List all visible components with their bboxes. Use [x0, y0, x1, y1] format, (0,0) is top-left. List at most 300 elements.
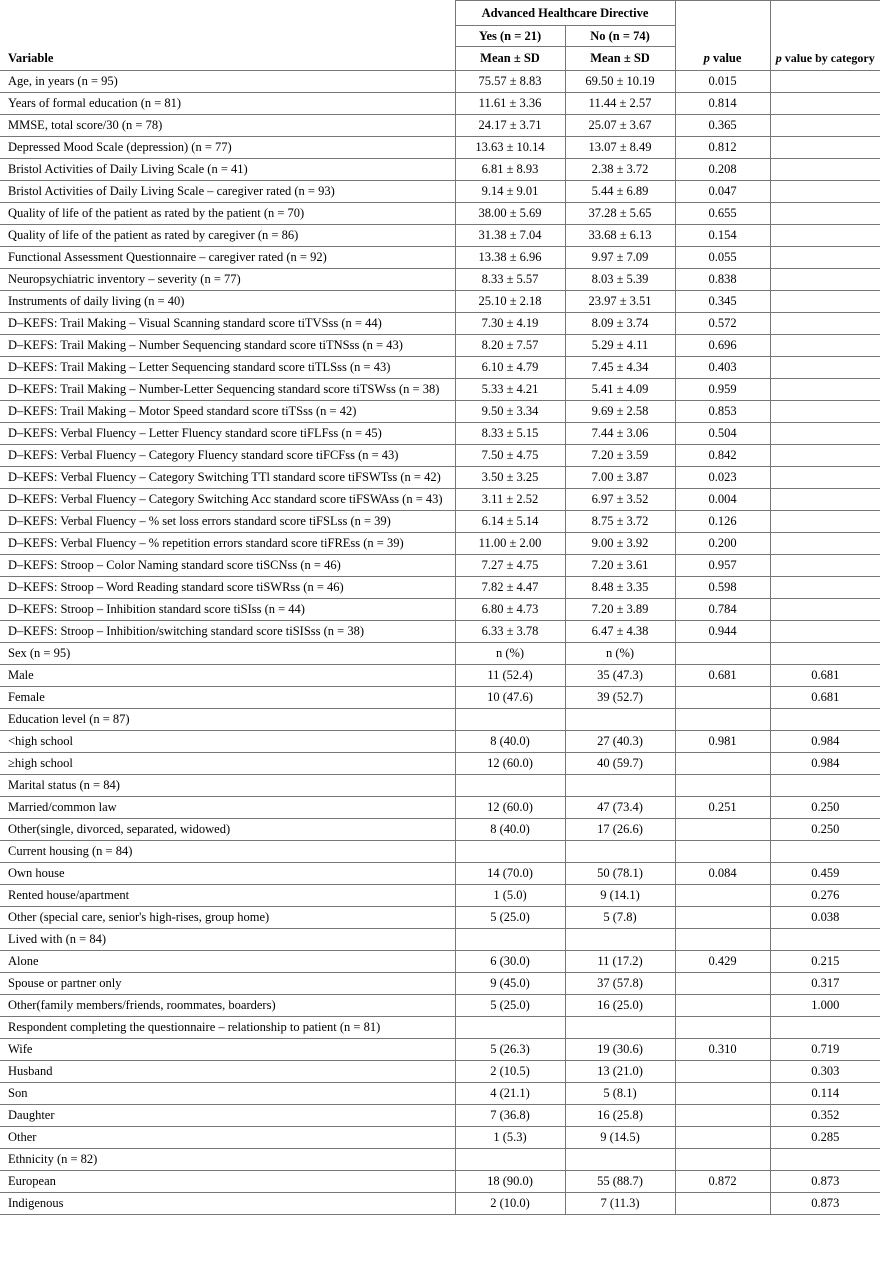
cell-variable: European: [0, 1171, 455, 1193]
cell-no: 7.20 ± 3.89: [565, 599, 675, 621]
cell-p_cat: 0.250: [770, 797, 880, 819]
cell-variable: Bristol Activities of Daily Living Scale – caregiver rated (n = 93): [0, 181, 455, 203]
table-row: [0, 401, 880, 423]
table-row: [0, 533, 880, 555]
cell-no: 8.48 ± 3.35: [565, 577, 675, 599]
table-row: [0, 1193, 880, 1215]
cell-variable: Marital status (n = 84): [0, 775, 455, 797]
cell-p: 0.310: [675, 1039, 770, 1061]
cell-variable: D–KEFS: Trail Making – Letter Sequencing standard score tiTLSss (n = 43): [0, 357, 455, 379]
cell-yes: 6.10 ± 4.79: [455, 357, 565, 379]
cell-p_cat: 0.250: [770, 819, 880, 841]
cell-p: 0.842: [675, 445, 770, 467]
cell-p_cat: [770, 577, 880, 599]
column-subheader-mean-sd-yes: Mean ± SD: [455, 47, 565, 71]
cell-yes: n (%): [455, 643, 565, 665]
cell-no: 7.45 ± 4.34: [565, 357, 675, 379]
cell-variable: D–KEFS: Trail Making – Visual Scanning standard score tiTVSss (n = 44): [0, 313, 455, 335]
cell-no: 8.75 ± 3.72: [565, 511, 675, 533]
cell-yes: 5 (25.0): [455, 907, 565, 929]
cell-variable: D–KEFS: Verbal Fluency – Letter Fluency standard score tiFLFss (n = 45): [0, 423, 455, 445]
table-row: [0, 1017, 880, 1039]
table-row: [0, 357, 880, 379]
cell-p: [675, 775, 770, 797]
table-row: [0, 1061, 880, 1083]
cell-yes: 9.50 ± 3.34: [455, 401, 565, 423]
table-row: [0, 973, 880, 995]
table-row: [0, 731, 880, 753]
cell-variable: D–KEFS: Stroop – Word Reading standard score tiSWRss (n = 46): [0, 577, 455, 599]
cell-no: 2.38 ± 3.72: [565, 159, 675, 181]
cell-yes: [455, 775, 565, 797]
cell-p: 0.957: [675, 555, 770, 577]
table-row: [0, 225, 880, 247]
table-row: [0, 709, 880, 731]
table-row: [0, 313, 880, 335]
cell-p_cat: [770, 203, 880, 225]
table-row: [0, 1039, 880, 1061]
cell-p_cat: [770, 71, 880, 93]
cell-p_cat: 0.873: [770, 1193, 880, 1215]
cell-p: [675, 687, 770, 709]
cell-no: 16 (25.8): [565, 1105, 675, 1127]
table-row: [0, 555, 880, 577]
cell-p: 0.696: [675, 335, 770, 357]
cell-p: 0.572: [675, 313, 770, 335]
cell-p: 0.944: [675, 621, 770, 643]
cell-variable: Depressed Mood Scale (depression) (n = 77): [0, 137, 455, 159]
p-symbol: p: [775, 51, 782, 65]
cell-yes: 6.14 ± 5.14: [455, 511, 565, 533]
cell-variable: Age, in years (n = 95): [0, 71, 455, 93]
cell-yes: 7.82 ± 4.47: [455, 577, 565, 599]
cell-yes: 7.50 ± 4.75: [455, 445, 565, 467]
cell-yes: [455, 1149, 565, 1171]
table-body: [0, 71, 880, 1215]
cell-no: 5.41 ± 4.09: [565, 379, 675, 401]
cell-p: [675, 1193, 770, 1215]
cell-no: 13.07 ± 8.49: [565, 137, 675, 159]
cell-variable: Sex (n = 95): [0, 643, 455, 665]
cell-p_cat: 0.303: [770, 1061, 880, 1083]
column-header-variable: Variable: [0, 1, 455, 71]
cell-variable: Other (special care, senior's high-rises, group home): [0, 907, 455, 929]
table-row: [0, 181, 880, 203]
cell-p: 0.055: [675, 247, 770, 269]
cell-variable: D–KEFS: Stroop – Inhibition/switching standard score tiSISss (n = 38): [0, 621, 455, 643]
cell-variable: Male: [0, 665, 455, 687]
cell-p_cat: 0.114: [770, 1083, 880, 1105]
cell-p: [675, 709, 770, 731]
table-row: [0, 203, 880, 225]
cell-p: 0.504: [675, 423, 770, 445]
cell-p_cat: 0.984: [770, 731, 880, 753]
cell-no: 27 (40.3): [565, 731, 675, 753]
cell-p_cat: 1.000: [770, 995, 880, 1017]
cell-variable: Female: [0, 687, 455, 709]
cell-p: [675, 1017, 770, 1039]
cell-no: 9.69 ± 2.58: [565, 401, 675, 423]
cell-p_cat: 0.681: [770, 665, 880, 687]
table-row: [0, 885, 880, 907]
table-row: [0, 1127, 880, 1149]
cell-p_cat: [770, 445, 880, 467]
cell-p_cat: [770, 357, 880, 379]
cell-variable: Spouse or partner only: [0, 973, 455, 995]
table-row: [0, 467, 880, 489]
cell-yes: 3.50 ± 3.25: [455, 467, 565, 489]
column-header-no: No (n = 74): [565, 26, 675, 47]
cell-no: 16 (25.0): [565, 995, 675, 1017]
cell-p_cat: 0.459: [770, 863, 880, 885]
cell-p: 0.251: [675, 797, 770, 819]
cell-variable: Married/common law: [0, 797, 455, 819]
cell-yes: 4 (21.1): [455, 1083, 565, 1105]
cell-yes: 6.81 ± 8.93: [455, 159, 565, 181]
cell-p_cat: 0.352: [770, 1105, 880, 1127]
column-header-p-value: [675, 1, 770, 71]
cell-yes: 18 (90.0): [455, 1171, 565, 1193]
cell-yes: 6.80 ± 4.73: [455, 599, 565, 621]
cell-yes: 12 (60.0): [455, 753, 565, 775]
cell-variable: D–KEFS: Stroop – Inhibition standard score tiSIss (n = 44): [0, 599, 455, 621]
table-row: [0, 489, 880, 511]
cell-p: 0.655: [675, 203, 770, 225]
cell-yes: 1 (5.0): [455, 885, 565, 907]
cell-p: [675, 885, 770, 907]
cell-variable: Daughter: [0, 1105, 455, 1127]
cell-p: 0.872: [675, 1171, 770, 1193]
cell-p_cat: [770, 423, 880, 445]
cell-yes: 1 (5.3): [455, 1127, 565, 1149]
cell-p: 0.598: [675, 577, 770, 599]
cell-yes: 9 (45.0): [455, 973, 565, 995]
cell-yes: 8 (40.0): [455, 819, 565, 841]
cell-p: [675, 819, 770, 841]
table-row: [0, 577, 880, 599]
cell-no: 47 (73.4): [565, 797, 675, 819]
cell-p_cat: [770, 489, 880, 511]
cell-yes: 25.10 ± 2.18: [455, 291, 565, 313]
cell-yes: 6.33 ± 3.78: [455, 621, 565, 643]
cell-no: 25.07 ± 3.67: [565, 115, 675, 137]
cell-p_cat: 0.873: [770, 1171, 880, 1193]
cell-variable: D–KEFS: Verbal Fluency – % repetition errors standard score tiFREss (n = 39): [0, 533, 455, 555]
cell-variable: Years of formal education (n = 81): [0, 93, 455, 115]
cell-variable: Instruments of daily living (n = 40): [0, 291, 455, 313]
cell-p_cat: [770, 555, 880, 577]
cell-yes: 8.20 ± 7.57: [455, 335, 565, 357]
p-symbol: p: [703, 51, 710, 65]
cell-yes: 10 (47.6): [455, 687, 565, 709]
table-row: [0, 1149, 880, 1171]
p-value-label: value: [709, 51, 742, 65]
cell-variable: Other: [0, 1127, 455, 1149]
cell-p: 0.959: [675, 379, 770, 401]
cell-no: 39 (52.7): [565, 687, 675, 709]
cell-p: 0.023: [675, 467, 770, 489]
table-row: [0, 775, 880, 797]
cell-variable: Ethnicity (n = 82): [0, 1149, 455, 1171]
cell-no: 9 (14.5): [565, 1127, 675, 1149]
cell-p_cat: [770, 775, 880, 797]
cell-no: 11.44 ± 2.57: [565, 93, 675, 115]
cell-p: [675, 929, 770, 951]
cell-variable: Education level (n = 87): [0, 709, 455, 731]
cell-variable: D–KEFS: Verbal Fluency – % set loss errors standard score tiFSLss (n = 39): [0, 511, 455, 533]
cell-p_cat: 0.681: [770, 687, 880, 709]
cell-yes: 3.11 ± 2.52: [455, 489, 565, 511]
cell-yes: 8.33 ± 5.57: [455, 269, 565, 291]
cell-variable: D–KEFS: Stroop – Color Naming standard score tiSCNss (n = 46): [0, 555, 455, 577]
table-row: [0, 93, 880, 115]
cell-p_cat: [770, 599, 880, 621]
cell-p_cat: 0.038: [770, 907, 880, 929]
cell-yes: 11 (52.4): [455, 665, 565, 687]
table-row: [0, 687, 880, 709]
cell-yes: 2 (10.0): [455, 1193, 565, 1215]
cell-p_cat: 0.276: [770, 885, 880, 907]
cell-no: 5 (8.1): [565, 1083, 675, 1105]
cell-variable: Alone: [0, 951, 455, 973]
cell-variable: D–KEFS: Trail Making – Number-Letter Sequencing standard score tiTSWss (n = 38): [0, 379, 455, 401]
table-row: [0, 951, 880, 973]
cell-variable: <high school: [0, 731, 455, 753]
table-row: [0, 423, 880, 445]
table-row: [0, 445, 880, 467]
table-row: [0, 995, 880, 1017]
cell-variable: Wife: [0, 1039, 455, 1061]
table-row: [0, 247, 880, 269]
cell-p_cat: [770, 511, 880, 533]
cell-p: [675, 1083, 770, 1105]
cell-p: 0.814: [675, 93, 770, 115]
cell-p: [675, 753, 770, 775]
cell-yes: 31.38 ± 7.04: [455, 225, 565, 247]
cell-yes: 11.00 ± 2.00: [455, 533, 565, 555]
cell-yes: 8 (40.0): [455, 731, 565, 753]
cell-p_cat: 0.285: [770, 1127, 880, 1149]
cell-p_cat: [770, 247, 880, 269]
cell-variable: D–KEFS: Verbal Fluency – Category Fluency standard score tiFCFss (n = 43): [0, 445, 455, 467]
cell-no: 13 (21.0): [565, 1061, 675, 1083]
cell-p: [675, 643, 770, 665]
cell-no: 37.28 ± 5.65: [565, 203, 675, 225]
cell-p_cat: [770, 929, 880, 951]
cell-variable: D–KEFS: Verbal Fluency – Category Switching TTl standard score tiFSWTss (n = 42): [0, 467, 455, 489]
cell-no: 17 (26.6): [565, 819, 675, 841]
cell-variable: Son: [0, 1083, 455, 1105]
cell-p: 0.345: [675, 291, 770, 313]
table-row: [0, 1083, 880, 1105]
cell-p: [675, 1061, 770, 1083]
cell-yes: [455, 1017, 565, 1039]
cell-yes: 5.33 ± 4.21: [455, 379, 565, 401]
cell-yes: 13.38 ± 6.96: [455, 247, 565, 269]
cell-p: 0.200: [675, 533, 770, 555]
table-row: [0, 115, 880, 137]
cell-yes: 2 (10.5): [455, 1061, 565, 1083]
cell-yes: 7 (36.8): [455, 1105, 565, 1127]
cell-no: 5.44 ± 6.89: [565, 181, 675, 203]
cell-variable: Bristol Activities of Daily Living Scale (n = 41): [0, 159, 455, 181]
cell-yes: 7.30 ± 4.19: [455, 313, 565, 335]
cell-p: 0.429: [675, 951, 770, 973]
cell-no: 8.03 ± 5.39: [565, 269, 675, 291]
cell-p_cat: [770, 313, 880, 335]
cell-yes: 13.63 ± 10.14: [455, 137, 565, 159]
cell-p: 0.126: [675, 511, 770, 533]
column-header-p-value-by-category: [770, 1, 880, 71]
cell-variable: MMSE, total score/30 (n = 78): [0, 115, 455, 137]
cell-yes: 11.61 ± 3.36: [455, 93, 565, 115]
cell-p_cat: [770, 115, 880, 137]
cell-no: 7.00 ± 3.87: [565, 467, 675, 489]
cell-p_cat: 0.317: [770, 973, 880, 995]
cell-no: 7.44 ± 3.06: [565, 423, 675, 445]
cell-p_cat: [770, 533, 880, 555]
cell-p: 0.403: [675, 357, 770, 379]
cell-yes: [455, 841, 565, 863]
cell-p_cat: [770, 1017, 880, 1039]
cell-variable: Respondent completing the questionnaire – relationship to patient (n = 81): [0, 1017, 455, 1039]
cell-p_cat: 0.215: [770, 951, 880, 973]
cell-no: 50 (78.1): [565, 863, 675, 885]
cell-no: 7.20 ± 3.59: [565, 445, 675, 467]
cell-p: 0.838: [675, 269, 770, 291]
cell-p: 0.365: [675, 115, 770, 137]
table-row: [0, 1171, 880, 1193]
cell-p: [675, 1127, 770, 1149]
cell-no: [565, 1017, 675, 1039]
cell-variable: Quality of life of the patient as rated by the patient (n = 70): [0, 203, 455, 225]
cell-yes: 5 (25.0): [455, 995, 565, 1017]
cell-variable: ≥high school: [0, 753, 455, 775]
cell-variable: Indigenous: [0, 1193, 455, 1215]
table-row: [0, 137, 880, 159]
cell-p_cat: [770, 1149, 880, 1171]
cell-yes: [455, 929, 565, 951]
table-row: [0, 379, 880, 401]
cell-variable: Other(single, divorced, separated, widowed): [0, 819, 455, 841]
cell-no: 69.50 ± 10.19: [565, 71, 675, 93]
cell-no: 6.97 ± 3.52: [565, 489, 675, 511]
cell-p_cat: [770, 709, 880, 731]
cell-no: 40 (59.7): [565, 753, 675, 775]
cell-p_cat: [770, 269, 880, 291]
cell-no: 9 (14.1): [565, 885, 675, 907]
cell-no: 6.47 ± 4.38: [565, 621, 675, 643]
cell-no: 5.29 ± 4.11: [565, 335, 675, 357]
cell-p_cat: 0.984: [770, 753, 880, 775]
cell-variable: Own house: [0, 863, 455, 885]
table-row: [0, 907, 880, 929]
cell-yes: 7.27 ± 4.75: [455, 555, 565, 577]
table-row: [0, 599, 880, 621]
table-row: [0, 665, 880, 687]
cell-variable: Current housing (n = 84): [0, 841, 455, 863]
cell-no: [565, 1149, 675, 1171]
cell-no: 11 (17.2): [565, 951, 675, 973]
cell-variable: Rented house/apartment: [0, 885, 455, 907]
cell-p: 0.004: [675, 489, 770, 511]
cell-p: 0.681: [675, 665, 770, 687]
table-row: [0, 841, 880, 863]
cell-no: 7.20 ± 3.61: [565, 555, 675, 577]
table-row: [0, 819, 880, 841]
header-row-group: [0, 1, 880, 26]
cell-no: 9.97 ± 7.09: [565, 247, 675, 269]
cell-no: 8.09 ± 3.74: [565, 313, 675, 335]
cell-p_cat: [770, 225, 880, 247]
cell-p_cat: [770, 841, 880, 863]
cell-p: 0.853: [675, 401, 770, 423]
cell-p: 0.047: [675, 181, 770, 203]
p-value-by-category-label: value by category: [781, 51, 875, 65]
column-subheader-mean-sd-no: Mean ± SD: [565, 47, 675, 71]
table-row: [0, 269, 880, 291]
cell-p: 0.084: [675, 863, 770, 885]
cell-yes: 38.00 ± 5.69: [455, 203, 565, 225]
cell-variable: D–KEFS: Trail Making – Number Sequencing standard score tiTNSss (n = 43): [0, 335, 455, 357]
cell-p_cat: 0.719: [770, 1039, 880, 1061]
cell-yes: 5 (26.3): [455, 1039, 565, 1061]
cell-no: 7 (11.3): [565, 1193, 675, 1215]
cell-p_cat: [770, 93, 880, 115]
cell-no: 55 (88.7): [565, 1171, 675, 1193]
table-row: [0, 159, 880, 181]
column-header-yes: Yes (n = 21): [455, 26, 565, 47]
cell-p: [675, 907, 770, 929]
table-row: [0, 1105, 880, 1127]
cell-p: [675, 841, 770, 863]
cell-variable: Other(family members/friends, roommates, boarders): [0, 995, 455, 1017]
cell-p_cat: [770, 643, 880, 665]
cell-p: 0.154: [675, 225, 770, 247]
cell-no: 19 (30.6): [565, 1039, 675, 1061]
table-row: [0, 929, 880, 951]
cell-p_cat: [770, 379, 880, 401]
cell-p: 0.812: [675, 137, 770, 159]
cell-variable: Quality of life of the patient as rated by caregiver (n = 86): [0, 225, 455, 247]
table-row: [0, 797, 880, 819]
cell-no: [565, 929, 675, 951]
cell-no: [565, 841, 675, 863]
cell-p_cat: [770, 291, 880, 313]
cell-yes: 75.57 ± 8.83: [455, 71, 565, 93]
cell-p_cat: [770, 137, 880, 159]
cell-no: n (%): [565, 643, 675, 665]
cell-p: [675, 1105, 770, 1127]
cell-p: [675, 973, 770, 995]
cell-yes: 24.17 ± 3.71: [455, 115, 565, 137]
cell-yes: 6 (30.0): [455, 951, 565, 973]
cell-variable: Neuropsychiatric inventory – severity (n = 77): [0, 269, 455, 291]
cell-variable: D–KEFS: Trail Making – Motor Speed standard score tiTSss (n = 42): [0, 401, 455, 423]
cell-yes: 8.33 ± 5.15: [455, 423, 565, 445]
cell-p: 0.015: [675, 71, 770, 93]
cell-p_cat: [770, 159, 880, 181]
cell-p_cat: [770, 621, 880, 643]
column-group-header-advanced-healthcare-directive: Advanced Healthcare Directive: [455, 1, 675, 26]
cell-p: 0.981: [675, 731, 770, 753]
cell-variable: Lived with (n = 84): [0, 929, 455, 951]
table-row: [0, 643, 880, 665]
cell-variable: Functional Assessment Questionnaire – caregiver rated (n = 92): [0, 247, 455, 269]
cell-no: 9.00 ± 3.92: [565, 533, 675, 555]
cell-p: 0.208: [675, 159, 770, 181]
cell-no: 23.97 ± 3.51: [565, 291, 675, 313]
